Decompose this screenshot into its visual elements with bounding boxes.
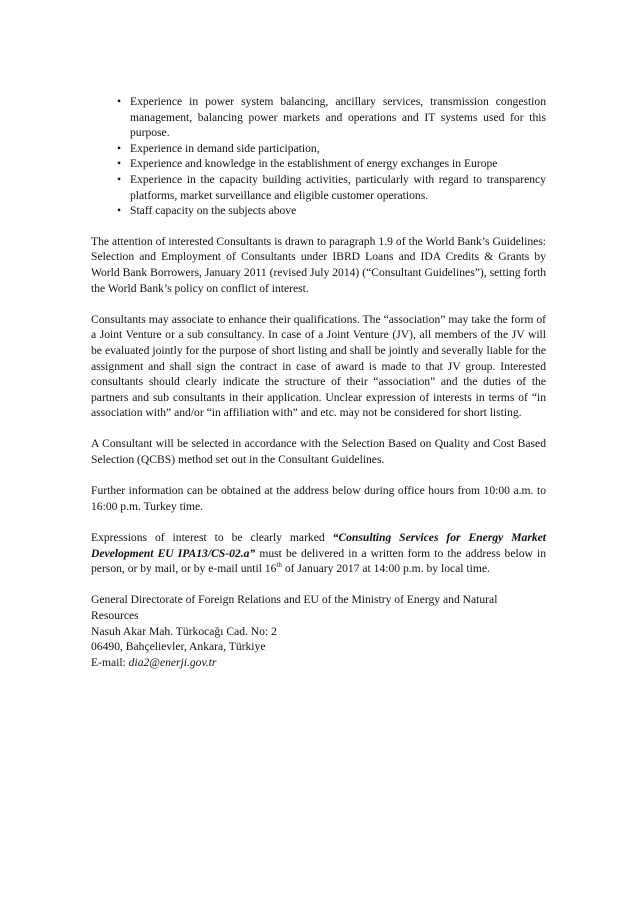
submission-text-end: of January 2017 at 14:00 p.m. by local time. [281,562,490,576]
experience-list [91,94,546,219]
bullet-icon: • [116,172,122,186]
email-address[interactable]: dia2@enerji.gov.tr [128,655,217,669]
list-item-text: Experience in power system balancing, ancillary services, transmission congestion management, balancing power markets and operations and IT systems used for this purpose. [130,95,546,140]
address-organization: General Directorate of Foreign Relations and EU of the Ministry of Energy and Natural Resources [91,593,498,622]
address-email-line [91,655,546,671]
list-item-text: Experience in demand side participation, [130,141,320,155]
bullet-icon: • [116,141,122,155]
address-city: 06490, Bahçelievler, Ankara, Türkiye [91,640,266,654]
list-item [91,172,546,203]
list-item [91,94,546,141]
list-item-text: Experience and knowledge in the establishment of energy exchanges in Europe [130,157,498,171]
submission-paragraph [91,530,546,577]
assignment-title: “Consulting Services for Energy Market Development EU IPA13/CS-02.a” [91,531,546,560]
office-hours-paragraph: Further information can be obtained at the address below during office hours from 10:00 a.m. to 16:00 p.m. Turkey time. [91,484,546,513]
bullet-icon: • [116,95,122,108]
list-item-text: Experience in the capacity building activities, particularly with regard to transparency platforms, market surveillance and eligible customer operations. [130,172,546,202]
conflict-of-interest-paragraph: The attention of interested Consultants is drawn to paragraph 1.9 of the World Bank’s Guidelines: Selection and Employment of Consultants under IBRD Loans and IDA Credits & Grants by World Bank Borrowers, January 2011 (revised July 2014) (“Consultant Guidelines”), setting forth the World Bank’s policy on conflict of interest. [91,234,546,295]
list-item [91,141,546,157]
bullet-icon: • [116,157,122,171]
selection-method-paragraph: A Consultant will be selected in accordance with the Selection Based on Quality and Cost Based Selection (QCBS) method set out in the Consultant Guidelines. [91,437,546,467]
address-street: Nasuh Akar Mah. Türkocağı Cad. No: 2 [91,624,277,638]
bullet-icon: • [116,204,122,218]
list-item-text: Staff capacity on the subjects above [130,204,297,218]
ordinal-suffix: th [276,561,282,570]
document-page [91,94,546,670]
association-paragraph: Consultants may associate to enhance their qualifications. The “association” may take the form of a Joint Venture or a sub consultancy. In case of a Joint Venture (JV), all members of the JV will be evaluated jointly for the purpose of short listing and shall be jointly and severally liable for the assignment and shall sign the contract in case of award is made to that JV group. Interested consultants should clearly indicate the structure of their “association” and the duties of the partners and sub consultants in their application. Unclear expression of interests in terms of “in association with” and/or “in affiliation with” and etc. may not be considered for short listing. [91,312,546,420]
list-item [91,156,546,172]
list-item [91,203,546,219]
email-label: E-mail: [91,655,129,669]
submission-text-middle: must be delivered in a written form to the address below in person, or by mail, or by e-mail until 16 [91,546,546,576]
contact-address-block [91,592,546,670]
submission-text-start: Expressions of interest to be clearly marked [91,531,333,545]
